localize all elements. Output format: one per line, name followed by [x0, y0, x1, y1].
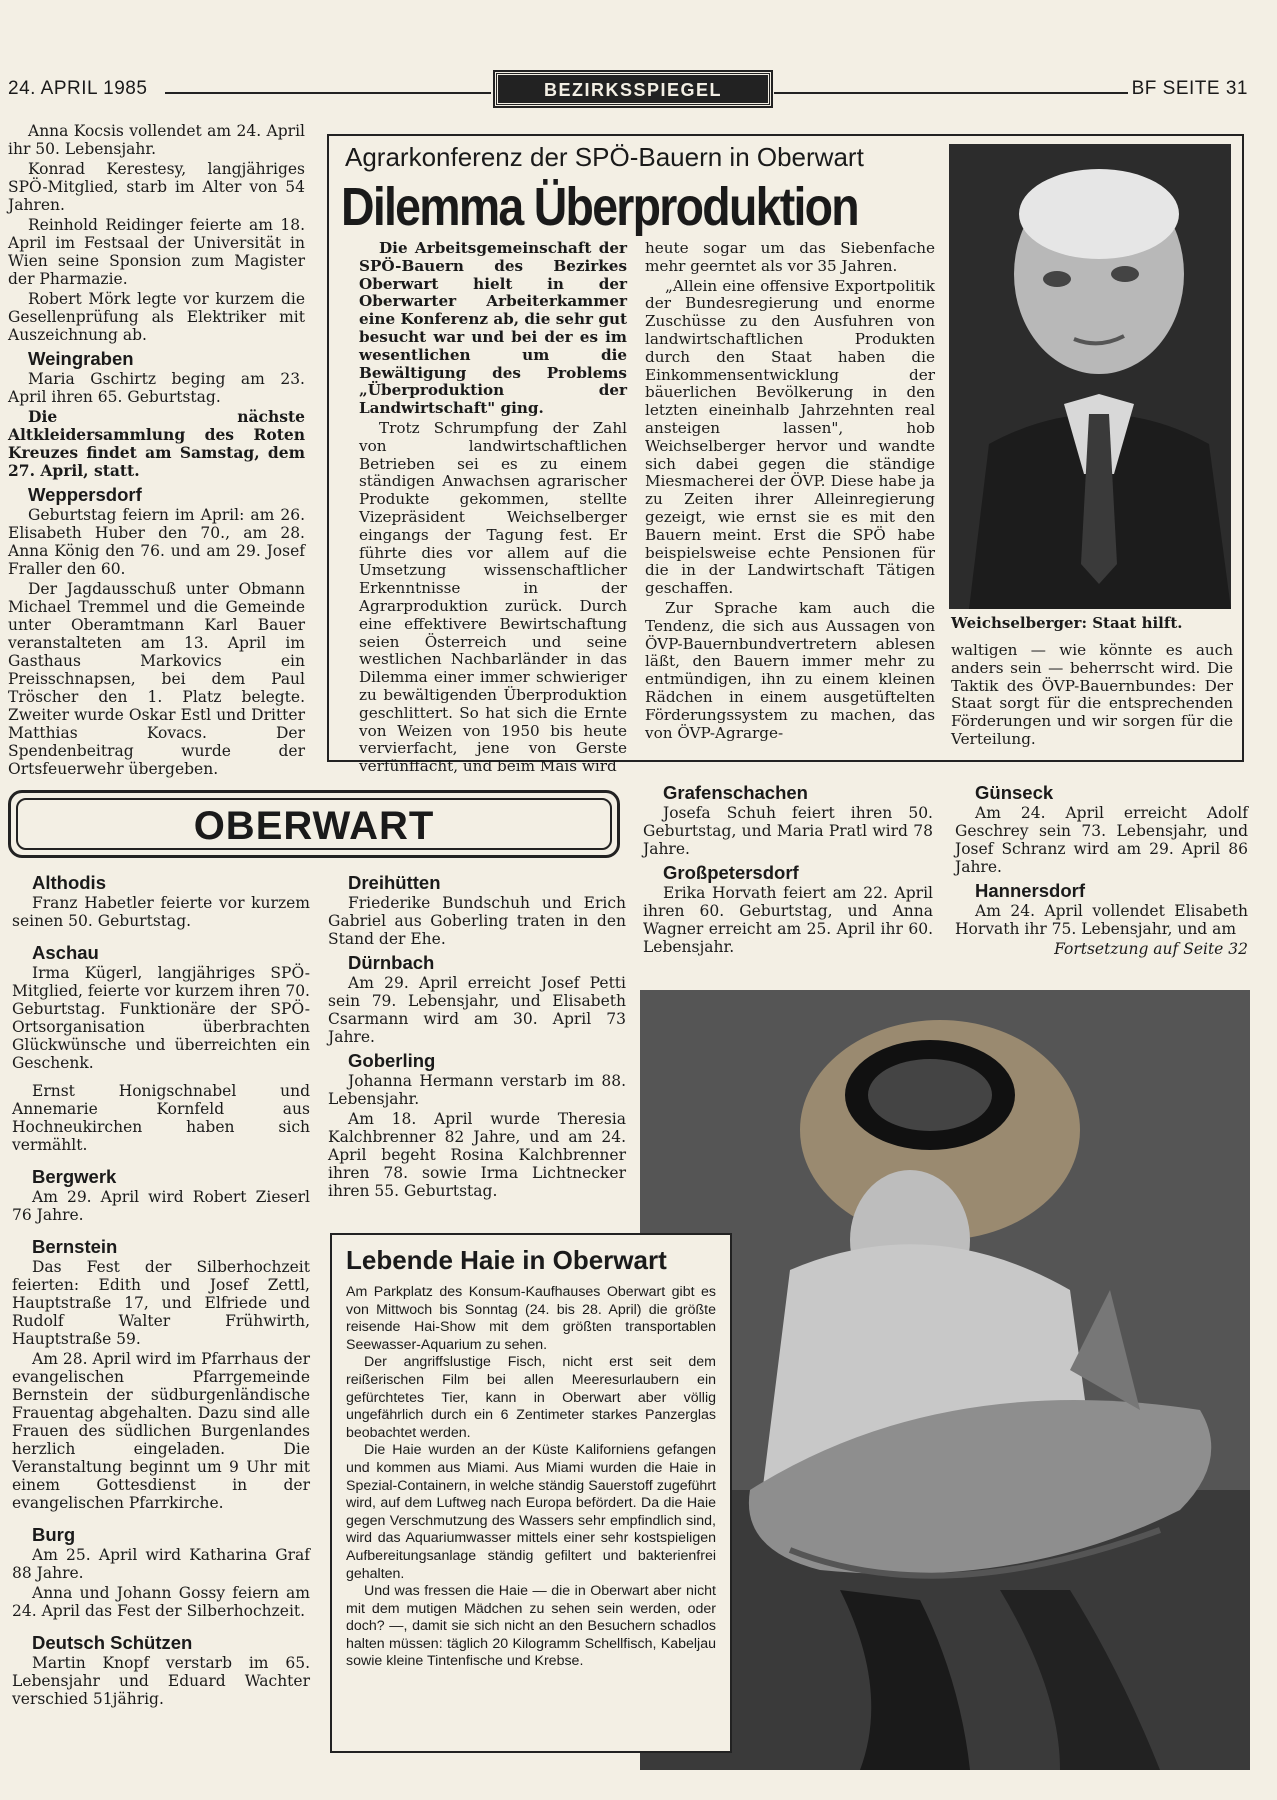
place-heading: Deutsch Schützen	[32, 1632, 193, 1653]
news-item: Am 24. April erreicht Adolf Geschrey sein 73. Lebensjahr, und Josef Schranz wird am 29. April 86 Jahre.	[955, 804, 1248, 876]
shark-article-title: Lebende Haie in Oberwart	[346, 1245, 667, 1275]
oberwart-column-2	[328, 868, 626, 1202]
place-heading: Althodis	[32, 872, 106, 893]
article-column-1	[359, 240, 627, 778]
news-item: Franz Habetler feierte vor kurzem seinen 50. Geburtstag.	[12, 894, 310, 930]
news-item: Am 29. April wird Robert Zieserl 76 Jahre.	[12, 1188, 310, 1224]
weichselberger-photo	[949, 144, 1231, 609]
article-paragraph: Zur Sprache kam auch die Tendenz, die sich aus Aussagen von ÖVP-Bauernbundvertretern ablesen läßt, den Bauern immer mehr zu entmündigen, ihn zu einem kleinen Rädchen in einem ausgetüftelten Förderungssystem zu machen, das von ÖVP-Agrarge-	[645, 598, 935, 742]
place-heading: Hannersdorf	[975, 880, 1085, 901]
news-item: Ernst Honigschnabel und Annemarie Kornfeld aus Hochneukirchen haben sich vermählt.	[12, 1082, 310, 1154]
article-paragraph: Und was fressen die Haie — die in Oberwart aber nicht mit dem mutigen Mädchen zu sehen sein werden, oder doch? —, damit sie sich nicht an den Besuchern schadlos halten müssen: täglich 20 Kilogramm Schellfisch, Kabeljau sowie kleine Tintenfische und Krebse.	[346, 1583, 716, 1670]
oberwart-column-1	[12, 868, 310, 1710]
article-lead: Die Arbeitsgemeinschaft der SPÖ-Bauern des Bezirkes Oberwart hielt in der Oberwarter Arbeiterkammer eine Konferenz ab, die sehr gut besucht war und bei der es im wesentlichen um die Bewältigung des Problems „Überproduktion der Landwirtschaft" ging.	[359, 239, 627, 418]
news-item: Josefa Schuh feiert ihren 50. Geburtstag, und Maria Pratl wird 78 Jahre.	[643, 804, 933, 858]
place-heading: Aschau	[32, 942, 99, 963]
place-heading: Bernstein	[32, 1236, 118, 1257]
article-kicker: Agrarkonferenz der SPÖ-Bauern in Oberwart	[345, 142, 864, 172]
article-paragraph: Die Haie wurden an der Küste Kaliforniens gefangen und kommen aus Miami. Aus Miami wurden die Haie in Spezial-Containern, in welche ständig Sauerstoff zugeführt wird, auf dem Luftweg nach Europa befördert. Da die Haie gegen Verschmutzung des Wassers sehr empfindlich sind, wird das Aquariumwasser mittels einer sehr kostspieligen Aufbereitungsanlage ständig gefiltert und bakterienfrei gehalten.	[346, 1442, 716, 1582]
article-box	[327, 134, 1244, 776]
page-header	[8, 78, 1248, 108]
place-heading: Bergwerk	[32, 1166, 117, 1187]
photo-caption: Weichselberger: Staat hilft.	[951, 614, 1183, 632]
news-item: Maria Gschirtz beging am 23. April ihren 65. Geburtstag.	[8, 370, 305, 406]
article-column-2	[645, 240, 935, 744]
news-item: Friederike Bundschuh und Erich Gabriel aus Goberling traten in den Stand der Ehe.	[328, 894, 626, 948]
news-item: Konrad Kerestesy, langjähriges SPÖ-Mitglied, starb im Alter von 54 Jahren.	[8, 160, 305, 214]
issue-date: 24. APRIL 1985	[8, 78, 148, 99]
place-heading: Weppersdorf	[28, 484, 142, 505]
place-heading: Günseck	[975, 782, 1054, 803]
oberwart-column-4	[955, 778, 1248, 960]
oberwart-column-3	[643, 778, 933, 958]
news-item: Robert Mörk legte vor kurzem die Gesellenprüfung als Elektriker mit Auszeichnung ab.	[8, 290, 305, 344]
news-item: Am 28. April wird im Pfarrhaus der evangelischen Pfarrgemeinde Bernstein der südburgenländische Frauentag abgehalten. Dazu sind alle Frauen des südlichen Burgenlandes herzlich eingeladen. Die Veranstaltung beginnt um 9 Uhr mit einem Gottesdienst in der evangelischen Pfarrkirche.	[12, 1350, 310, 1512]
shark-article-box	[330, 1233, 732, 1753]
news-item: Die nächste Altkleidersammlung des Roten Kreuzes findet am Samstag, dem 27. April, statt.	[8, 407, 305, 480]
article-headline: Dilemma Überproduktion	[341, 177, 858, 237]
article-paragraph: Der angriffslustige Fisch, nicht erst seit dem reißerischen Film bei allen Meeresurlaubern ein gefürchtetes Tier, kann in Oberwart aber völlig ungefährlich durch ein 6 Zentimeter starkes Panzerglas beobachtet werden.	[346, 1354, 716, 1441]
place-heading: Dürnbach	[348, 952, 435, 973]
place-heading: Großpetersdorf	[663, 862, 799, 883]
article-paragraph: waltigen — wie könnte es auch anders sein — beherrscht wird. Die Taktik des ÖVP-Bauernbundes: Der Staat sorgt für die entsprechenden Förderungen und wir sorgen für die Verteilung.	[951, 641, 1233, 748]
page-number: BF SEITE 31	[1131, 78, 1248, 99]
news-item: Am 18. April wurde Theresia Kalchbrenner 82 Jahre, und am 24. April begeht Rosina Kalchbrenner ihren 78. sowie Irma Lichtnecker ihren 55. Geburtstag.	[328, 1110, 626, 1200]
news-item: Reinhold Reidinger feierte am 18. April im Festsaal der Universität in Wien seine Sponsion zum Magister der Pharmazie.	[8, 216, 305, 288]
news-item: Der Jagdausschuß unter Obmann Michael Tremmel und die Gemeinde unter Oberamtmann Karl Bauer veranstalteten am 13. April im Gasthaus Markovics ein Preisschnapsen, bei dem Paul Tröscher den 1. Platz belegte. Zweiter wurde Oskar Estl und Dritter Matthias Kovacs. Der Spendenbeitrag wurde der Ortsfeuerwehr übergeben.	[8, 580, 305, 778]
news-item: Erika Horvath feiert am 22. April ihren 60. Geburtstag, und Anna Wagner erreicht am 25. April ihr 60. Lebensjahr.	[643, 884, 933, 956]
place-heading: Grafenschachen	[663, 782, 808, 803]
banner-title: OBERWART	[16, 798, 612, 850]
continuation-note: Fortsetzung auf Seite 32	[1054, 940, 1248, 958]
news-item: Irma Kügerl, langjähriges SPÖ-Mitglied, feierte vor kurzem ihren 70. Geburtstag. Funktionäre der SPÖ-Ortsorganisation überbrachten Glückwünsche und überreichten ein Geschenk.	[12, 964, 310, 1072]
place-heading: Dreihütten	[348, 872, 441, 893]
left-top-column	[8, 122, 305, 780]
news-item: Johanna Hermann verstarb im 88. Lebensjahr.	[328, 1072, 626, 1108]
shark-article-body	[346, 1284, 716, 1671]
news-item: Martin Knopf verstarb im 65. Lebensjahr und Eduard Wachter verschied 51jährig.	[12, 1654, 310, 1708]
news-item: Am 24. April vollendet Elisabeth Horvath ihr 75. Lebensjahr, und am	[955, 902, 1248, 938]
news-item: Geburtstag feiern im April: am 26. Elisabeth Huber den 70., am 28. Anna König den 76. und am 29. Josef Fraller den 60.	[8, 506, 305, 578]
place-heading: Weingraben	[28, 348, 134, 369]
article-paragraph: Trotz Schrumpfung der Zahl von landwirtschaftlichen Betrieben sei es zu einem ständigen Anwachsen agrarischer Produkte gekommen, stellte Vizepräsident Weichselberger eingangs der Tagung fest. Er führte dies vor allem auf die Umsetzung wissenschaftlicher Erkenntnisse in der Agrarproduktion zurück. Durch eine effektivere Bewirtschaftung seien Österreich und seine westlichen Nachbarländer in das Dilemma einer immer schwieriger zu bewältigenden Überproduktion geschlittert. So hat sich die Ernte von Weizen von 1950 bis heute vervierfacht, jene von Gerste verfünffacht, und beim Mais wird	[359, 418, 627, 776]
header-rule-right	[774, 92, 1128, 94]
article-paragraph: „Allein eine offensive Exportpolitik der Bundesregierung und enorme Zuschüsse zu den Ausfuhren von landwirtschaftlichen Produkten durch den Staat haben die Einkommensentwicklung der bäuerlichen Bevölkerung in den letzten eineinhalb Jahrzehnten real ansteigen lassen", hob Weichselberger hervor und wandte sich dabei gegen die ständige Miesmacherei der ÖVP. Diese habe ja zu Zeiten ihrer Alleinregierung gezeigt, wie ernst sie es mit den Bauern meint. Erst die SPÖ habe beispielsweise echte Pensionen für die in der Landwirtschaft Tätigen geschaffen.	[645, 276, 935, 598]
place-heading: Goberling	[348, 1050, 436, 1071]
section-title: BEZIRKSSPIEGEL	[495, 72, 771, 106]
news-item: Anna Kocsis vollendet am 24. April ihr 50. Lebensjahr.	[8, 122, 305, 158]
oberwart-banner	[8, 790, 620, 858]
header-rule-left	[165, 92, 491, 94]
portrait-illustration	[949, 144, 1231, 609]
article-paragraph: heute sogar um das Siebenfache mehr geerntet als vor 35 Jahren.	[645, 239, 935, 275]
news-item: Am 25. April wird Katharina Graf 88 Jahre.	[12, 1546, 310, 1582]
article-paragraph: Am Parkplatz des Konsum-Kaufhauses Oberwart gibt es von Mittwoch bis Sonntag (24. bis 28. April) die größte reisende Hai-Show mit dem größten transportablen Seewasser-Aquarium zu sehen.	[346, 1284, 716, 1353]
news-item: Anna und Johann Gossy feiern am 24. April das Fest der Silberhochzeit.	[12, 1584, 310, 1620]
news-item: Das Fest der Silberhochzeit feierten: Edith und Josef Zettl, Hauptstraße 17, und Elfriede und Rudolf Walter Frühwirth, Hauptstraße 59.	[12, 1258, 310, 1348]
news-item: Am 29. April erreicht Josef Petti sein 79. Lebensjahr, und Elisabeth Csarmann wird am 30. April 73 Jahre.	[328, 974, 626, 1046]
article-column-3	[951, 642, 1233, 751]
place-heading: Burg	[32, 1524, 76, 1545]
